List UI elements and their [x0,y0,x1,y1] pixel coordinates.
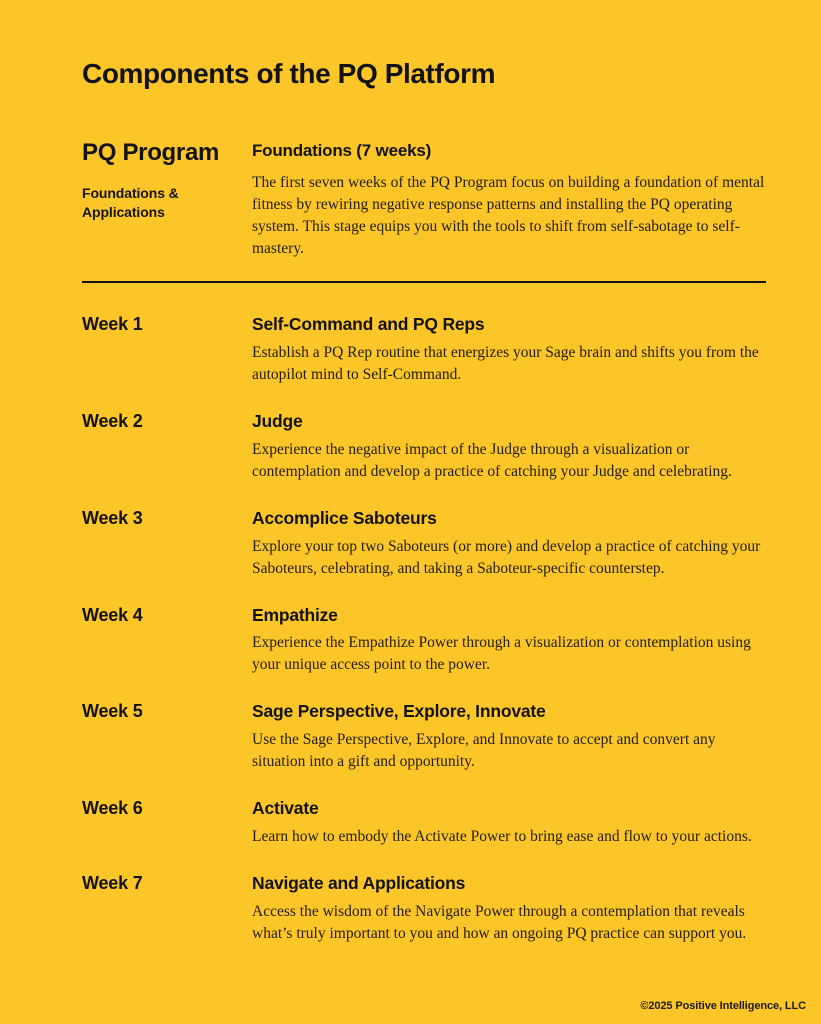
week-description: Establish a PQ Rep routine that energizes your Sage brain and shifts you from the autopilot mind to Self-Command. [252,344,759,384]
week-label: Week 4 [82,604,143,625]
program-header-row [82,140,766,260]
week-title: Judge [252,411,303,432]
week-description: Experience the Empathize Power through a visualization or contemplation using your unique access point to the power. [252,634,751,674]
copyright-note: ©2025 Positive Intelligence, LLC [640,1000,806,1012]
page-title: Components of the PQ Platform [82,58,496,89]
week-row [82,507,766,580]
weeks-list [82,313,766,944]
week-description: Use the Sage Perspective, Explore, and Innovate to accept and convert any situation into a gift and opportunity. [252,731,716,771]
program-label-column [82,140,252,223]
stage-title: Foundations (7 weeks) [252,141,432,161]
week-title: Activate [252,798,319,819]
week-row [82,410,766,483]
week-label: Week 3 [82,507,143,528]
week-row [82,700,766,773]
week-label: Week 6 [82,798,143,819]
week-label: Week 2 [82,411,143,432]
program-subtitle: Foundations & Applications [82,184,179,221]
week-row [82,872,766,945]
week-title: Empathize [252,604,338,625]
week-description: Experience the negative impact of the Judge through a visualization or contemplation and develop a practice of catching your Judge and celebrating. [252,440,732,480]
week-label: Week 1 [82,314,143,335]
week-row [82,797,766,848]
week-label: Week 5 [82,701,143,722]
week-title: Navigate and Applications [252,872,466,893]
week-title: Self-Command and PQ Reps [252,314,485,335]
week-description: Learn how to embody the Activate Power to bring ease and flow to your actions. [252,827,752,845]
week-title: Accomplice Saboteurs [252,507,437,528]
week-description: Explore your top two Saboteurs (or more) and develop a practice of catching your Saboteurs, celebrating, and taking a Saboteur-specific counterstep. [252,537,761,577]
program-content-column [252,140,766,260]
week-label: Week 7 [82,872,143,893]
stage-description: The first seven weeks of the PQ Program focus on building a foundation of mental fitness by rewiring negative response patterns and installing the PQ operating system. This stage equips you with the tools to shift from self-sabotage to self-mastery. [252,174,765,258]
week-row [82,313,766,386]
week-title: Sage Perspective, Explore, Innovate [252,701,546,722]
week-row [82,604,766,677]
program-name: PQ Program [82,139,220,167]
section-divider [82,281,766,283]
week-description: Access the wisdom of the Navigate Power through a contemplation that reveals what’s truly important to you and how an ongoing PQ practice can support you. [252,902,747,942]
